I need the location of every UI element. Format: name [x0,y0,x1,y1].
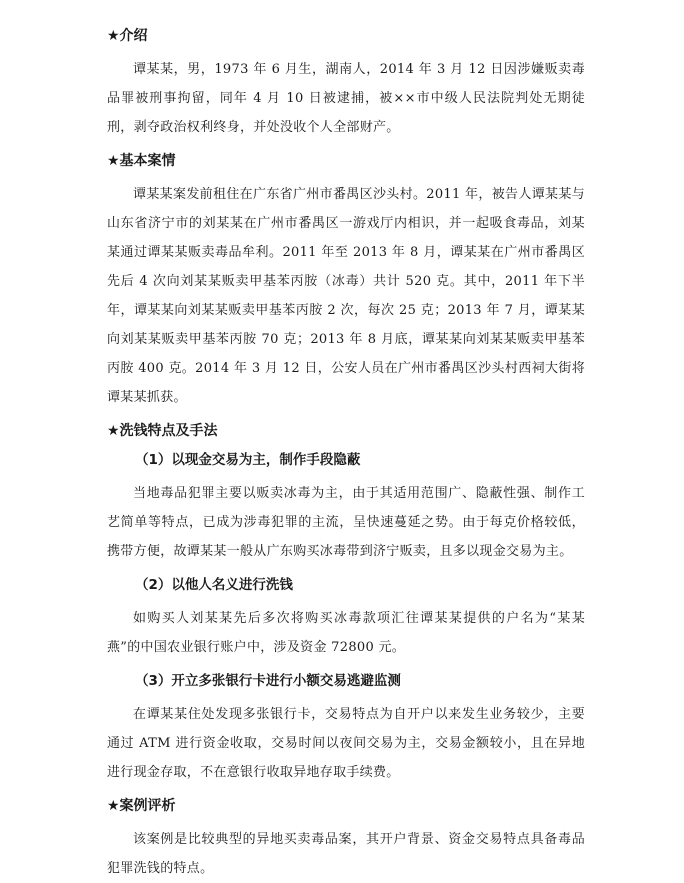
analysis-paragraph: 该案例是比较典型的异地买卖毒品案，其开户背景、资金交易特点具备毒品犯罪洗钱的特点。 [107,832,585,876]
feature-paragraph-2: 如购买人刘某某先后多次将购买冰毒款项汇往谭某某提供的户名为“某某燕”的中国农业银行账户中，涉及资金 72800 元。 [107,611,585,655]
intro-paragraph: 谭某某，男，1973 年 6 月生，湖南人，2014 年 3 月 12 日因涉嫌贩卖毒品罪被刑事拘留，同年 4 月 10 日被逮捕，被××市中级人民法院判处无期徒刑，剥夺政治权利终身，并处没收个人全部财产。 [107,62,585,135]
section-heading-intro: ★介绍 [107,28,148,44]
section-heading-features: ★洗钱特点及手法 [107,423,218,439]
feature-paragraph-1: 当地毒品犯罪主要以贩卖冰毒为主，由于其适用范围广、隐蔽性强、制作工艺简单等特点，已成为涉毒犯罪的主流，呈快速蔓延之势。由于每克价格较低，携带方便，故谭某某一般从广东购买冰毒带到济宁贩卖，且多以现金交易为主。 [107,486,585,559]
feature-title-3: （3）开立多张银行卡进行小额交易逃避监测 [135,673,401,689]
case-paragraph: 谭某某案发前租住在广东省广州市番禺区沙头村。2011 年，被告人谭某某与山东省济宁市的刘某某在广州市番禺区一游戏厅内相识，并一起吸食毒品，刘某某通过谭某某贩卖毒品牟利。2011 年至 2013 年 8 月，谭某某在广州市番禺区先后 4 次向刘某某贩卖甲基苯丙胺（冰毒）共计 520 克。其中，2011 年下半年，谭某某向刘某某贩卖甲基苯丙胺 2 次，每次 25 克；2013 年 7 月，谭某某向刘某某贩卖甲基苯丙胺 70 克；2013 年 8 月底，谭某某向刘某某贩卖甲基苯丙胺 400 克。2014 年 3 月 12 日，公安人员在广州市番禺区沙头村西祠大街将谭某某抓获。 [107,187,585,405]
feature-title-1: （1）以现金交易为主，制作手段隐蔽 [135,452,361,468]
section-heading-case: ★基本案情 [107,153,176,169]
feature-paragraph-3: 在谭某某住处发现多张银行卡，交易特点为自开户以来发生业务较少，主要通过 ATM 进行资金收取，交易时间以夜间交易为主，交易金额较小，且在异地进行现金存取，不在意银行收取异地存取手续费。 [107,707,585,780]
document-page [107,26,585,883]
feature-title-2: （2）以他人名义进行洗钱 [135,577,293,593]
section-heading-analysis: ★案例评析 [107,798,176,814]
